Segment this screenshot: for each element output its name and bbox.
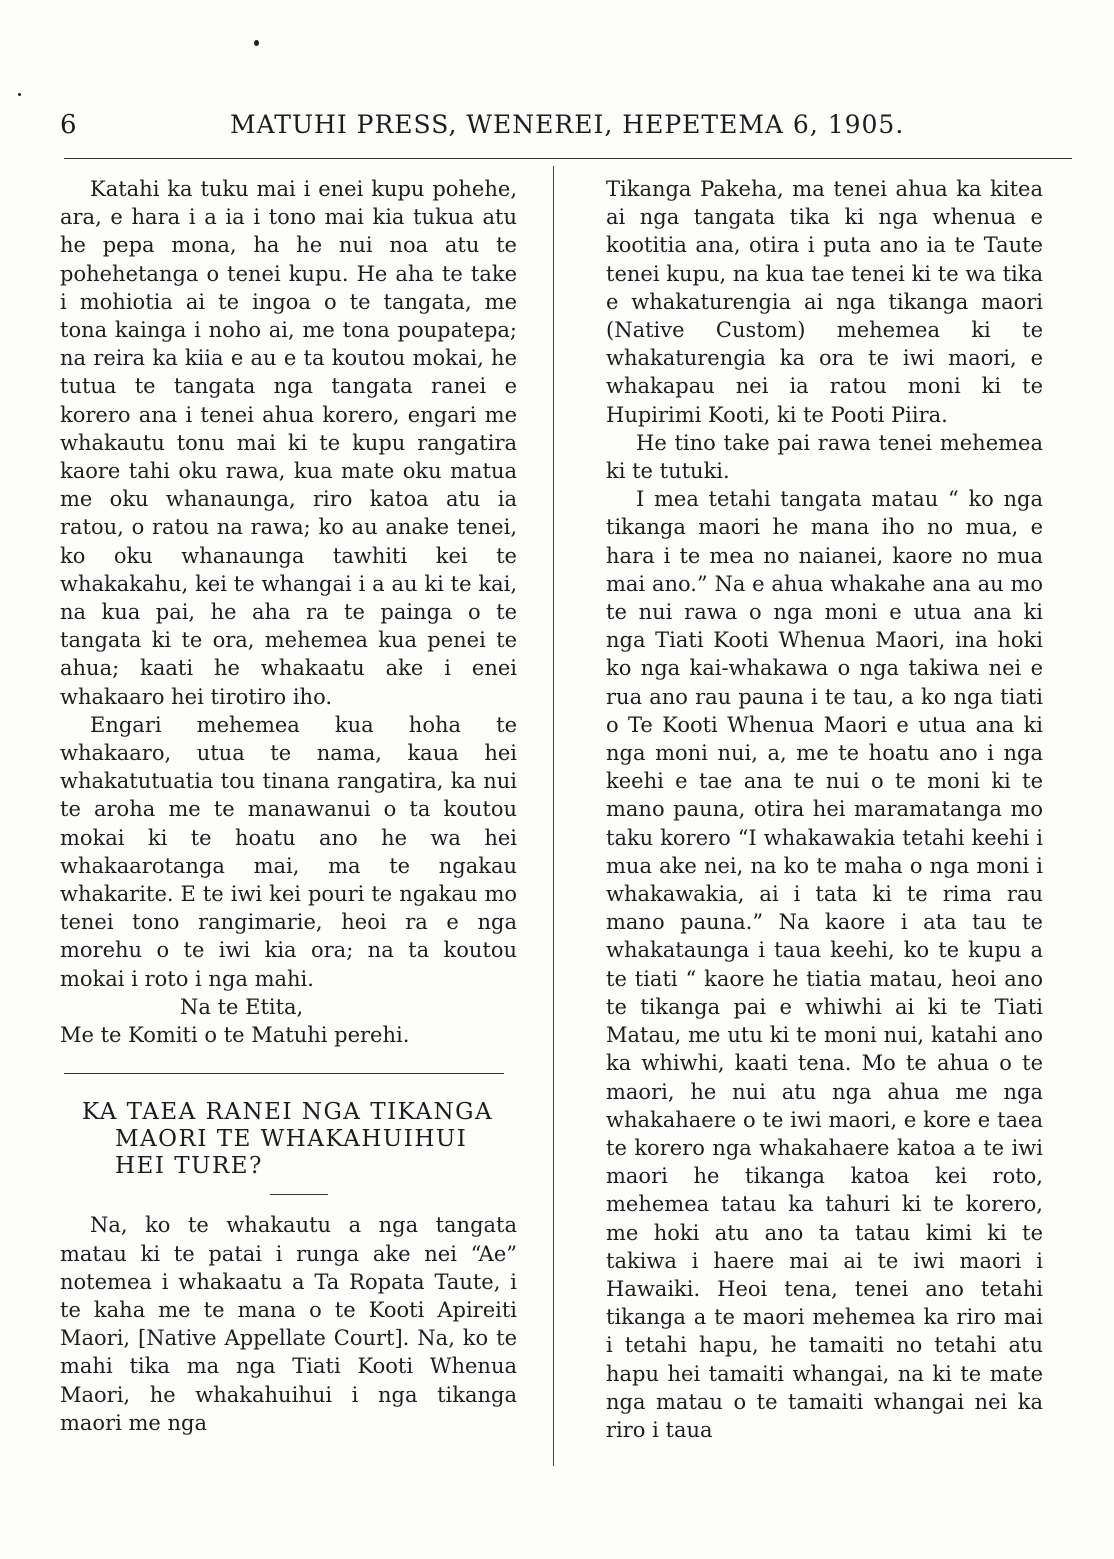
body-paragraph: I mea tetahi tangata matau “ ko nga tikanga maori he mana iho no mua, e hara i te mea no naianei, kaore no mua mai ano.” Na e ahua whakahe ana au mo te nui rawa o nga moni e utua ana ki nga Tiati Kooti Whenua Maori, ina hoki ko nga kai-whakawa o nga takiwa nei e rua ano rau pauna i te tau, a ko nga tiati o Te Kooti Whenua Maori e utua ana ki nga moni nui, a, me te hoatu ano i nga keehi e tae ana te nui o te moni ki te mano pauna, otira hei maramatanga mo taku korero “I whakawakia tetahi keehi i mua ake nei, na ko te maha o nga moni i whakawakia, ai i tata ki te rima rau mano pauna.” Na kaore i ata tau te whakataunga i taua keehi, ko te kupu a te tiati “ kaore he tiatia matau, heoi ano te tikanga pai e whiwhi ai ki te Tiati Matau, me utu ki te moni nui, katahi ano ka whiwhi, kaati tena. Mo te ahua o te maori, he nui atu nga ahua me nga whakahaere o te iwi maori, e kore e taea te korero nga whakahaere katoa a te iwi maori he tikanga katoa kei roto, mehemea tatau ka tahuri ki te korero, me hoki atu ano ta tatau kimi ki te takiwa i haere mai ai te iwi maori i Hawaiki. Heoi tena, tenei ano tetahi tikanga a te maori mehemea ka riro mai i tetahi hapu, he tamaiti no tetahi atu hapu hei tamaiti whangai, na ki te mate nga matau o te tamaiti whangai nei ka riro i taua — [606, 487, 1043, 1442]
header-rule — [64, 158, 1072, 159]
section-divider — [64, 1073, 504, 1074]
page-number: 6 — [60, 110, 77, 140]
ink-speck — [18, 93, 21, 96]
signature-committee: Me te Komiti o te Matuhi perehi. — [60, 1023, 410, 1048]
heading-line: MAORI TE WHAKAHUIHUI — [115, 1126, 468, 1153]
body-paragraph: Katahi ka tuku mai i enei kupu pohehe, ara, e hara i a ia i tono mai kia tukua atu he pepa mona, ha he nui noa atu te pohehetanga o tenei kupu. He aha te take i mohiotia ai te ingoa o te tangata, me tona kainga i noho ai, me tona poupatepa; na reira ka kiia e au e ta koutou mokai, he tutua te tangata nga tangata ranei e korero ana i tenei ahua korero, engari me whakautu tonu mai ki te kupu rangatira kaore tahi oku rawa, kua mate oku matua me oku whanaunga, riro katoa atu ia ratou, o ratou na rawa; ko au anake tenei, ko oku whanaunga tawhiti kei te whakakahu, kei te whangai i a au ki te kai, na kua pai, he aha ra te painga o te tangata ki te ora, mehemea kua penei te ahua; kaati he whakaatu ake i enei whakaaro hei tirotiro iho. — [60, 177, 517, 709]
heading-line: KA TAEA RANEI NGA TIKANGA — [82, 1099, 494, 1126]
article-paragraph: Na, ko te whakautu a nga tangata matau ki te patai i runga ake nei “Ae” notemea i whakaatu a Ta Ropata Taute, i te kaha me te mana o te Kooti Apireiti Maori, [Native Appellate Court]. Na, ko te mahi tika ma nga Tiati Kooti Whenua Maori, he whakahuihui i nga tikanga maori me nga — [60, 1213, 517, 1435]
right-column — [606, 175, 1043, 1444]
body-paragraph: He tino take pai rawa tenei mehemea ki te tutuki. — [606, 430, 1043, 484]
body-paragraph: Tikanga Pakeha, ma tenei ahua ka kitea ai nga tangata tika ki nga whenua e kootitia ana, otira i puta ano ia te Taute tenei kupu, na kua tae tenei ki te wa tika e whakaturengia ai nga tikanga maori (Native Custom) mehemea ki te whakaturengia ka ora te iwi maori, e whakapau nei ia ratou moni ki te Hupirimi Kooti, ki te Pooti Piira. — [606, 177, 1043, 427]
heading-line: HEI TURE? — [115, 1153, 263, 1180]
column-divider — [553, 166, 554, 1466]
page-header — [60, 110, 1060, 146]
ink-speck — [254, 40, 259, 46]
signature-editor: Na te Etita, — [180, 994, 304, 1019]
left-column — [60, 175, 517, 1437]
article-heading — [60, 1099, 517, 1180]
body-paragraph: Engari mehemea kua hoha te whakaaro, utua te nama, kaua hei whakatutuatia tou tinana rangatira, ka nui te aroha me te manawanui o ta koutou mokai ki te hoatu ano he wa hei whakaarotanga mai, ma te ngakau whakarite. E te iwi kei pouri te ngakau mo tenei tono rangimarie, heoi ra e nga morehu o te iwi kia ora; na ta koutou mokai i roto i nga mahi. — [60, 712, 517, 991]
newspaper-masthead: MATUHI PRESS, WENEREI, HEPETEMA 6, 1905. — [230, 110, 905, 139]
heading-underline — [270, 1194, 328, 1195]
